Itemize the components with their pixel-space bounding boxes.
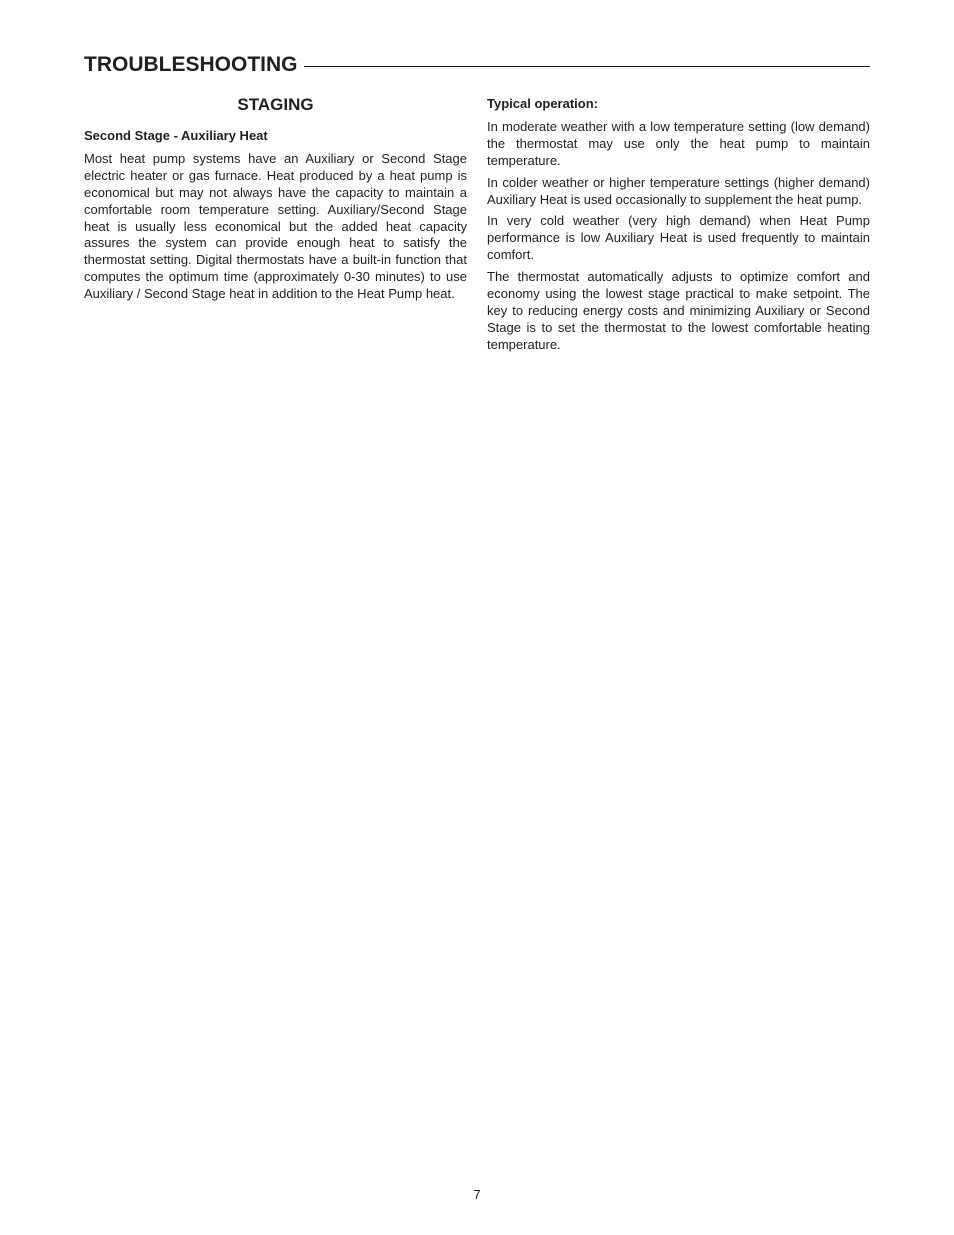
section-title: STAGING <box>237 95 314 114</box>
paragraph-colder-weather: In colder weather or higher temperature settings (higher demand) Auxiliary Heat is used occasionally to supplement the heat pump. <box>487 174 870 207</box>
subheading-second-stage: Second Stage - Auxiliary Heat <box>84 128 268 143</box>
page-number: 7 <box>473 1187 481 1202</box>
left-column <box>84 94 467 308</box>
paragraph-staging: Most heat pump systems have an Auxiliary or Second Stage electric heater or gas furnace. Heat produced by a heat pump is economical but may not always have the capacity to maintain a comfortable room temperature setting. Auxiliary/Second Stage heat is usually less economical but the added heat capacity assures the system can provide enough heat to satisfy the thermostat setting. Digital thermostats have a built-in function that computes the optimum time (approximately 0-30 minutes) to use Auxiliary / Second Stage heat in addition to the Heat Pump heat. <box>84 150 467 302</box>
right-column <box>487 94 870 359</box>
paragraph-thermostat-adjusts: The thermostat automatically adjusts to optimize comfort and economy using the lowest stage practical to make setpoint. The key to reducing energy costs and minimizing Auxiliary or Second Stage is to set the thermostat to the lowest comfortable heating temperature. <box>487 269 870 352</box>
page-header <box>84 52 870 78</box>
header-rule <box>304 66 871 67</box>
paragraph-very-cold-weather: In very cold weather (very high demand) when Heat Pump performance is low Auxiliary Heat is used frequently to maintain comfort. <box>487 213 870 263</box>
page-title: TROUBLESHOOTING <box>84 53 298 76</box>
subheading-typical-operation: Typical operation: <box>487 96 598 111</box>
paragraph-moderate-weather: In moderate weather with a low temperature setting (low demand) the thermostat may use only the heat pump to maintain temperature. <box>487 118 870 168</box>
